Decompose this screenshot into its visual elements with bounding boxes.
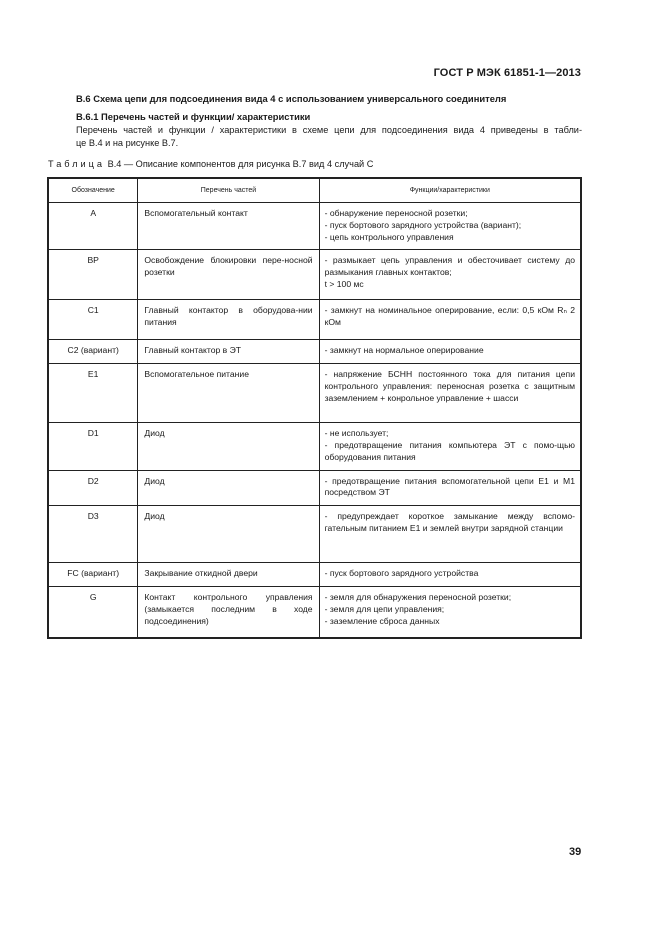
intro-paragraph-line-1: Перечень частей и функции / характеристики в схеме цепи для подсоединения вида 4 приведены в табли- (76, 125, 582, 135)
components-table (47, 177, 582, 639)
cell-designation: D1 (48, 423, 138, 470)
intro-paragraph (76, 124, 582, 149)
cell-functions (319, 563, 581, 587)
table-body (48, 203, 581, 639)
function-line: - пуск бортового зарядного устройства (324, 568, 479, 579)
cell-functions (319, 300, 581, 340)
table-row (48, 340, 581, 364)
function-line: t > 100 мс (324, 278, 364, 289)
function-line: - пуск бортового зарядного устройства (вариант); (324, 219, 522, 230)
table-row (48, 250, 581, 300)
cell-functions (319, 470, 581, 506)
column-header-functions: Функции/характеристики (319, 178, 581, 203)
column-header-designation: Обозначение (48, 178, 138, 203)
table-row (48, 203, 581, 250)
cell-functions (319, 340, 581, 364)
cell-part: Закрывание откидной двери (138, 563, 319, 587)
cell-part: Главный контактор в оборудова-нии питания (138, 300, 319, 340)
page-number: 39 (569, 846, 582, 858)
table-row (48, 470, 581, 506)
cell-part: Контакт контрольного управления (замыкается последним в ходе подсоединения) (138, 586, 319, 638)
cell-designation: A (48, 203, 138, 250)
cell-part: Освобождение блокировки пере-носной розетки (138, 250, 319, 300)
table-row (48, 506, 581, 563)
cell-designation: D3 (48, 506, 138, 563)
cell-designation: E1 (48, 364, 138, 423)
table-row (48, 364, 581, 423)
cell-part: Вспомогательное питание (138, 364, 319, 423)
function-line: - предотвращение питания вспомогательной цепи Е1 и М1 посредством ЭТ (324, 475, 575, 498)
function-line: - предупреждает короткое замыкание между вспомо-гательным питанием Е1 и землей внутри зарядной станции (324, 511, 575, 533)
cell-functions (319, 203, 581, 250)
table-caption-label: Таблица (48, 159, 106, 169)
table-caption (48, 159, 373, 169)
function-line: - земля для обнаружения переносной розетки; (324, 591, 512, 602)
cell-designation: D2 (48, 470, 138, 506)
cell-functions (319, 586, 581, 638)
function-line: - цепь контрольного управления (324, 231, 454, 242)
table-row (48, 563, 581, 587)
cell-functions (319, 250, 581, 300)
column-header-parts: Перечень частей (138, 178, 319, 203)
table-row (48, 423, 581, 470)
function-line: - земля для цепи управления; (324, 603, 445, 614)
function-line: - напряжение БСНН постоянного тока для питания цепи контрольного управления: переносная розетка с защитным заземлением + конрольное управление + шасси (324, 369, 575, 403)
cell-designation: G (48, 586, 138, 638)
cell-part: Вспомогательный контакт (138, 203, 319, 250)
function-line: - размыкает цепь управления и обесточивает систему до размыкания главных контактов; (324, 255, 575, 278)
table-header-row (48, 178, 581, 203)
function-line: - замкнут на номинальное оперирование, если: 0,5 кОм Rₙ 2 кОм (324, 305, 575, 328)
cell-part: Главный контактор в ЭТ (138, 340, 319, 364)
function-line: - не использует; (324, 428, 389, 439)
cell-part: Диод (138, 506, 319, 563)
cell-part: Диод (138, 470, 319, 506)
function-line: - предотвращение питания компьютера ЭТ с помо-щью оборудования питания (324, 439, 575, 462)
document-header: ГОСТ Р МЭК 61851-1—2013 (433, 67, 581, 79)
cell-functions (319, 423, 581, 470)
function-line: - замкнут на нормальное оперирование (324, 345, 484, 356)
intro-paragraph-line-2: це В.4 и на рисунке В.7. (76, 137, 179, 148)
cell-part: Диод (138, 423, 319, 470)
cell-designation: BP (48, 250, 138, 300)
cell-designation: C1 (48, 300, 138, 340)
section-heading: В.6 Схема цепи для подсоединения вида 4 с использованием универсального соединителя (76, 93, 507, 104)
function-line: - заземление сброса данных (324, 615, 440, 626)
cell-designation: FC (вариант) (48, 563, 138, 587)
subsection-heading: В.6.1 Перечень частей и функции/ характеристики (76, 111, 311, 122)
table-row (48, 586, 581, 638)
cell-designation: C2 (вариант) (48, 340, 138, 364)
table-row (48, 300, 581, 340)
cell-functions (319, 364, 581, 423)
table-caption-text: В.4 — Описание компонентов для рисунка В.7 вид 4 случай С (107, 159, 374, 169)
cell-functions (319, 506, 581, 563)
function-line: - обнаружение переносной розетки; (324, 208, 468, 218)
